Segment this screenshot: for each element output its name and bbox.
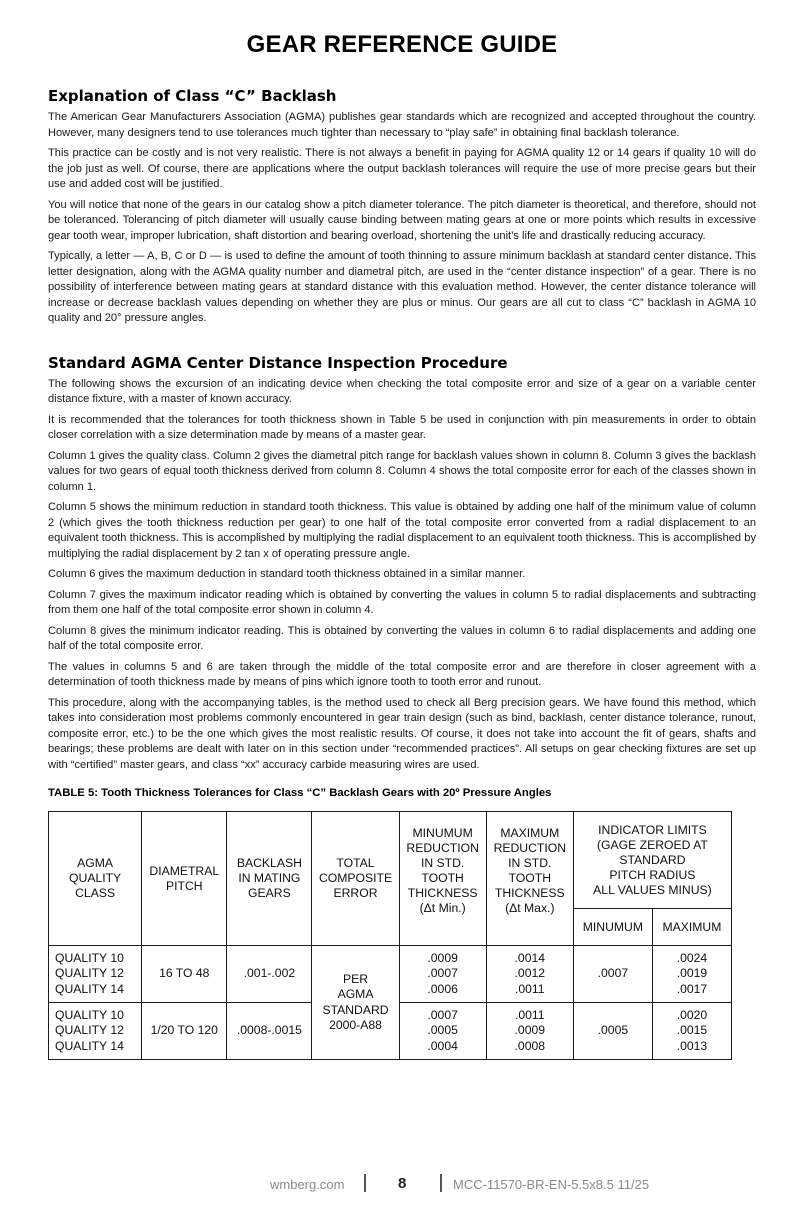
page [48, 0, 756, 1060]
paragraph: Column 5 shows the minimum reduction in standard tooth thickness. This value is obtained by adding one half of the minimum value of column 2 (which gives the tooth thickness reduction per gear) to one half of the total composite error converted from a radial displacement to an equivalent tooth thickness. This is accomplished by multiplying the radial displacement to an equivalent tooth thickness. This is accomplished by multiplying the radial displacement by 2 tan x of operating pressure angle. [48, 501, 756, 560]
max-reduction-cell: .0014 .0012 .0011 [486, 946, 573, 1003]
paragraph: This practice can be costly and is not very realistic. There is not always a benefit in paying for AGMA quality 12 or 14 gears if quality 10 will do the job just as well. Of course, there are applications where the output backlash tolerances will require the use of more precise gears but their use and added cost will be justified. [48, 147, 756, 190]
indicator-max-cell: .0020 .0015 .0013 [652, 1003, 731, 1060]
page-footer [0, 1174, 792, 1196]
paragraph: Typically, a letter — A, B, C or D — is used to define the amount of tooth thinning to assure minimum backlash at standard center distance. This letter designation, along with the AGMA quality number and diametral pitch, are used in the “center distance inspection” of a gear. There is no possibility of interference between mating gears at standard distance with this evaluation method. However, the center distance tolerance will increase or decrease backlash values depending on whether they are plus or minus. Our gears are all cut to class “C” backlash in AGMA 10 quality and 20° pressure angles. [48, 250, 756, 324]
header-composite-error: TOTAL COMPOSITE ERROR [312, 812, 399, 946]
max-reduction-cell: .0011 .0009 .0008 [486, 1003, 573, 1060]
document-code: MCC-11570-BR-EN-5.5x8.5 11/25 [453, 1177, 650, 1192]
section-heading-inspection: Standard AGMA Center Distance Inspection Procedure [48, 353, 508, 372]
paragraph: You will notice that none of the gears in our catalog show a pitch diameter tolerance. The pitch diameter is theoretical, and therefore, should not be toleranced. Tolerancing of pitch diameter will usually cause binding between mating gears at one or more points which results in excessive gear tooth wear, improper lubrication, shaft distortion and bearing overload, shortening the unit’s life and drastically reducing accuracy. [48, 198, 756, 242]
min-reduction-cell: .0007 .0005 .0004 [399, 1003, 486, 1060]
pitch-cell: 16 TO 48 [142, 946, 227, 1003]
footer-divider [364, 1174, 366, 1192]
table-title: TABLE 5: Tooth Thickness Tolerances for Class “C” Backlash Gears with 20º Pressure Angles [48, 787, 552, 799]
quality-cell: QUALITY 10 QUALITY 12 QUALITY 14 [49, 946, 142, 1003]
paragraph: Column 6 gives the maximum deduction in standard tooth thickness obtained in a similar manner. [48, 568, 526, 580]
header-diametral-pitch: DIAMETRAL PITCH [142, 812, 227, 946]
paragraph: Column 7 gives the maximum indicator reading which is obtained by converting the values in column 5 to radial displacements and subtracting from them one half of the total composite error shown in column 4. [48, 588, 756, 616]
paragraph: The following shows the excursion of an indicating device when checking the total composite error and size of a gear on a variable center distance fixture, with a master of known accuracy. [48, 377, 756, 405]
header-min-reduction: MINUMUM REDUCTION IN STD. TOOTH THICKNESS (Δt Min.) [399, 812, 486, 946]
paragraph: This procedure, along with the accompanying tables, is the method used to check all Berg precision gears. We have found this method, which takes into consideration most problems commonly encountered in gear train design (such as bind, backlash, center distance tolerance, runout, composite error, etc.) to be the one which gives the most realistic results. Of course, it does not take into account the fit of gears, shafts and bearings; these problems are dealt with later on in this section under “recommended practices”. All setups on gear checking fixtures are set up with “certified” master gears, and class “xx” accuracy carbide measuring wires are used. [48, 696, 756, 771]
header-backlash: BACKLASH IN MATING GEARS [227, 812, 312, 946]
min-reduction-cell: .0009 .0007 .0006 [399, 946, 486, 1003]
tolerance-table [48, 811, 732, 1060]
footer-site-link[interactable]: wmberg.com [270, 1177, 345, 1192]
backlash-cell: .001-.002 [227, 946, 312, 1003]
indicator-max-cell: .0024 .0019 .0017 [652, 946, 731, 1003]
indicator-min-cell: .0007 [573, 946, 652, 1003]
header-max-reduction: MAXIMUM REDUCTION IN STD. TOOTH THICKNESS (Δt Max.) [486, 812, 573, 946]
paragraph: The American Gear Manufacturers Association (AGMA) publishes gear standards which are recognized and accepted throughout the country. However, many designers tend to use tolerances much tighter than necessary to “play safe” in obtaining final backlash tolerance. [48, 111, 756, 139]
header-agma-class: AGMA QUALITY CLASS [49, 812, 142, 946]
header-indicator-max: MAXIMUM [652, 909, 731, 946]
quality-cell: QUALITY 10 QUALITY 12 QUALITY 14 [49, 1003, 142, 1060]
paragraph: The values in columns 5 and 6 are taken through the middle of the total composite error and are therefore in closer agreement with a determination of tooth thickness made by means of pins which ignore tooth to tooth error and runout. [48, 660, 756, 688]
page-title: GEAR REFERENCE GUIDE [246, 31, 558, 58]
composite-error-cell: PER AGMA STANDARD 2000-A88 [312, 946, 399, 1060]
paragraph: Column 1 gives the quality class. Column 2 gives the diametral pitch range for backlash values shown in column 8. Column 3 gives the backlash values for two gears of equal tooth thickness derived from column 8. Column 4 shows the total composite error for each of the classes shown in column 1. [48, 449, 756, 493]
paragraph: Column 8 gives the minimum indicator reading. This is obtained by converting the values in column 6 to radial displacements and adding one half of the total composite error. [48, 624, 756, 652]
header-indicator-limits: INDICATOR LIMITS (GAGE ZEROED AT STANDARD PITCH RADIUS ALL VALUES MINUS) [573, 812, 731, 909]
page-number: 8 [398, 1175, 407, 1192]
table-row [49, 946, 732, 1003]
section-heading-backlash: Explanation of Class “C” Backlash [48, 87, 337, 105]
pitch-cell: 1/20 TO 120 [142, 1003, 227, 1060]
paragraph: It is recommended that the tolerances for tooth thickness shown in Table 5 be used in conjunction with pin measurements in order to obtain closer correlation with a size determination made by means of a master gear. [48, 413, 756, 441]
indicator-min-cell: .0005 [573, 1003, 652, 1060]
backlash-cell: .0008-.0015 [227, 1003, 312, 1060]
header-indicator-min: MINUMUM [573, 909, 652, 946]
footer-divider [440, 1174, 442, 1192]
